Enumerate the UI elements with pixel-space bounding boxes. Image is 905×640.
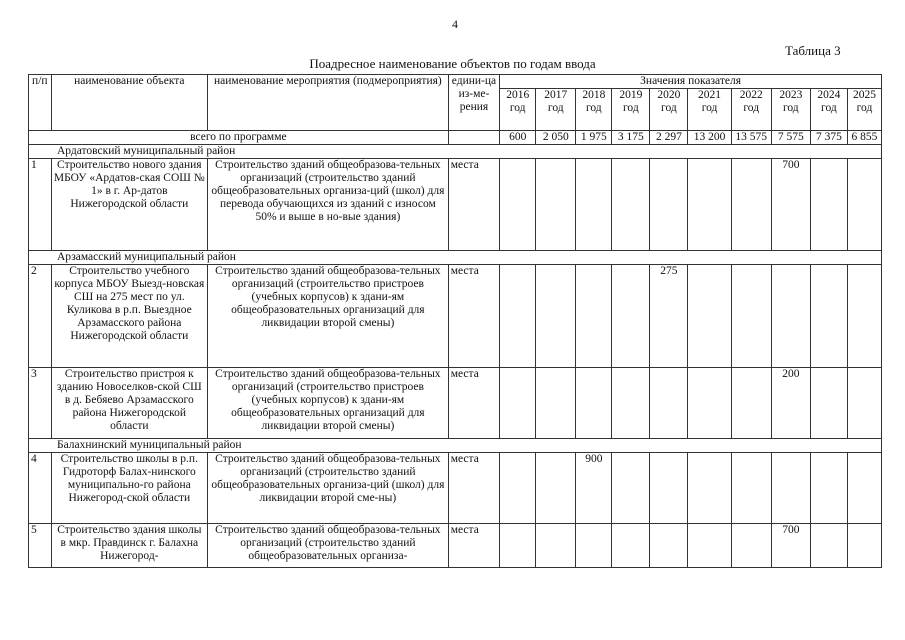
value-cell xyxy=(731,368,771,439)
unit-cell: места xyxy=(448,368,499,439)
value-cell xyxy=(536,159,576,251)
object-name: Строительство пристроя к зданию Новоселков-ской СШ в д. Бебяево Арзамасского района Нижегородской области xyxy=(51,368,207,439)
header-year-word: год xyxy=(509,102,526,114)
region-row xyxy=(29,251,882,265)
value-cell xyxy=(731,159,771,251)
value-cell xyxy=(810,524,847,568)
table-label: Таблица 3 xyxy=(785,43,841,58)
unit-cell: места xyxy=(448,159,499,251)
header-year-number: 2023 xyxy=(779,89,803,101)
table-row xyxy=(29,453,882,524)
region-row xyxy=(29,145,882,159)
header-year-word: год xyxy=(661,102,677,114)
value-cell xyxy=(650,453,688,524)
document-title: Поадресное наименование объектов по годам ввода xyxy=(309,56,596,71)
value-cell xyxy=(536,368,576,439)
value-cell xyxy=(688,453,731,524)
value-cell xyxy=(847,159,881,251)
table-row xyxy=(29,265,882,368)
unit-cell: места xyxy=(448,265,499,368)
value-cell xyxy=(650,368,688,439)
value-cell xyxy=(847,524,881,568)
header-year xyxy=(771,89,810,131)
value-cell xyxy=(731,265,771,368)
header-year-word: год xyxy=(782,102,799,114)
value-cell xyxy=(536,524,576,568)
header-year xyxy=(688,89,731,131)
header-year-word: год xyxy=(622,102,639,114)
header-year-number: 2020 xyxy=(657,89,681,101)
value-cell xyxy=(576,159,612,251)
header-measure: наименование мероприятия (подмероприятия) xyxy=(208,75,449,131)
region-name: Ардатовский муниципальный район xyxy=(29,145,882,159)
table-row xyxy=(29,368,882,439)
object-name: Строительство учебного корпуса МБОУ Выезд-новская СШ на 275 мест по ул. Куликова в р.п. Выездное Арзамасского района Нижегородской области xyxy=(51,265,207,368)
total-value: 2 297 xyxy=(650,131,688,145)
header-year xyxy=(650,89,688,131)
row-number: 3 xyxy=(29,368,52,439)
header-year-number: 2016 xyxy=(506,89,530,101)
unit-cell: места xyxy=(448,453,499,524)
header-year xyxy=(576,89,612,131)
total-value: 3 175 xyxy=(612,131,650,145)
value-cell xyxy=(847,368,881,439)
header-year xyxy=(810,89,847,131)
header-object: наименование объекта xyxy=(51,75,207,131)
value-cell xyxy=(847,453,881,524)
header-year xyxy=(731,89,771,131)
header-year-word: год xyxy=(585,102,602,114)
region-name: Балахнинский муниципальный район xyxy=(29,439,882,453)
value-cell xyxy=(688,368,731,439)
value-cell xyxy=(536,453,576,524)
header-year-word: год xyxy=(821,102,837,114)
value-cell xyxy=(612,368,650,439)
value-cell xyxy=(500,524,536,568)
header-year-number: 2024 xyxy=(817,89,841,101)
value-cell: 700 xyxy=(771,524,810,568)
header-year-word: год xyxy=(743,102,760,114)
measure-name: Строительство зданий общеобразова-тельных организаций (строительство зданий общеобразовательных организа-ций (школ) для ликвидации второй сме-ны) xyxy=(208,453,449,524)
header-year xyxy=(536,89,576,131)
value-cell xyxy=(731,524,771,568)
total-value: 7 375 xyxy=(810,131,847,145)
total-value: 1 975 xyxy=(576,131,612,145)
total-unit xyxy=(448,131,499,145)
value-cell xyxy=(500,453,536,524)
header-year xyxy=(500,89,536,131)
header-year-number: 2018 xyxy=(582,89,606,101)
value-cell xyxy=(500,368,536,439)
total-value: 600 xyxy=(500,131,536,145)
value-cell xyxy=(771,265,810,368)
value-cell xyxy=(500,159,536,251)
header-year-word: год xyxy=(856,102,873,114)
value-cell xyxy=(650,159,688,251)
value-cell xyxy=(612,524,650,568)
header-year xyxy=(847,89,881,131)
page-number: 4 xyxy=(452,17,458,31)
header-year-word: год xyxy=(547,102,564,114)
header-year-word: год xyxy=(701,102,718,114)
measure-name: Строительство зданий общеобразова-тельных организаций (строительство зданий общеобразовательных организа-ций (школ) для перевода обучающихся из зданий с износом 50% и выше в но-вые здания) xyxy=(208,159,449,251)
row-number: 2 xyxy=(29,265,52,368)
value-cell xyxy=(536,265,576,368)
value-cell xyxy=(810,265,847,368)
header-year-number: 2019 xyxy=(619,89,643,101)
row-number: 5 xyxy=(29,524,52,568)
header-year-number: 2017 xyxy=(544,89,568,101)
value-cell xyxy=(810,453,847,524)
value-cell xyxy=(612,453,650,524)
value-cell xyxy=(612,159,650,251)
header-year-number: 2022 xyxy=(739,89,763,101)
value-cell xyxy=(650,524,688,568)
value-cell xyxy=(731,453,771,524)
measure-name: Строительство зданий общеобразова-тельных организаций (строительство пристроев (учебных корпусов) к здани-ям общеобразовательных организаций для ликвидации второй смены) xyxy=(208,265,449,368)
total-label: всего по программе xyxy=(29,131,449,145)
value-cell xyxy=(576,368,612,439)
value-cell xyxy=(688,265,731,368)
value-cell xyxy=(576,524,612,568)
header-no: п/п xyxy=(29,75,52,131)
value-cell: 900 xyxy=(576,453,612,524)
total-value: 2 050 xyxy=(536,131,576,145)
total-row xyxy=(29,131,882,145)
value-cell xyxy=(771,453,810,524)
value-cell xyxy=(612,265,650,368)
row-number: 1 xyxy=(29,159,52,251)
row-number: 4 xyxy=(29,453,52,524)
header-year xyxy=(612,89,650,131)
region-row xyxy=(29,439,882,453)
header-values: Значения показателя xyxy=(500,75,882,89)
header-unit: едини-ца из-ме-рения xyxy=(448,75,499,131)
value-cell xyxy=(810,368,847,439)
table-row xyxy=(29,524,882,568)
total-value: 13 575 xyxy=(731,131,771,145)
unit-cell: места xyxy=(448,524,499,568)
region-name: Арзамасский муниципальный район xyxy=(29,251,882,265)
header-year-number: 2025 xyxy=(852,89,876,101)
value-cell xyxy=(688,524,731,568)
value-cell: 275 xyxy=(650,265,688,368)
value-cell xyxy=(847,265,881,368)
object-name: Строительство нового здания МБОУ «Ардатов-ская СОШ № 1» в г. Ар-датов Нижегородской области xyxy=(51,159,207,251)
value-cell xyxy=(576,265,612,368)
total-value: 7 575 xyxy=(771,131,810,145)
value-cell xyxy=(688,159,731,251)
object-name: Строительство школы в р.п. Гидроторф Балах-нинского муниципально-го района Нижегород-ской области xyxy=(51,453,207,524)
objects-table xyxy=(28,74,882,568)
total-value: 13 200 xyxy=(688,131,731,145)
value-cell: 700 xyxy=(771,159,810,251)
measure-name: Строительство зданий общеобразова-тельных организаций (строительство пристроев (учебных корпусов) к здани-ям общеобразовательных организаций для ликвидации второй смены) xyxy=(208,368,449,439)
value-cell: 200 xyxy=(771,368,810,439)
measure-name: Строительство зданий общеобразова-тельных организаций (строительство зданий общеобразовательных организа- xyxy=(208,524,449,568)
object-name: Строительство здания школы в мкр. Правдинск г. Балахна Нижегород- xyxy=(51,524,207,568)
table-row xyxy=(29,159,882,251)
header-year-number: 2021 xyxy=(698,89,722,101)
value-cell xyxy=(810,159,847,251)
total-value: 6 855 xyxy=(847,131,881,145)
value-cell xyxy=(500,265,536,368)
